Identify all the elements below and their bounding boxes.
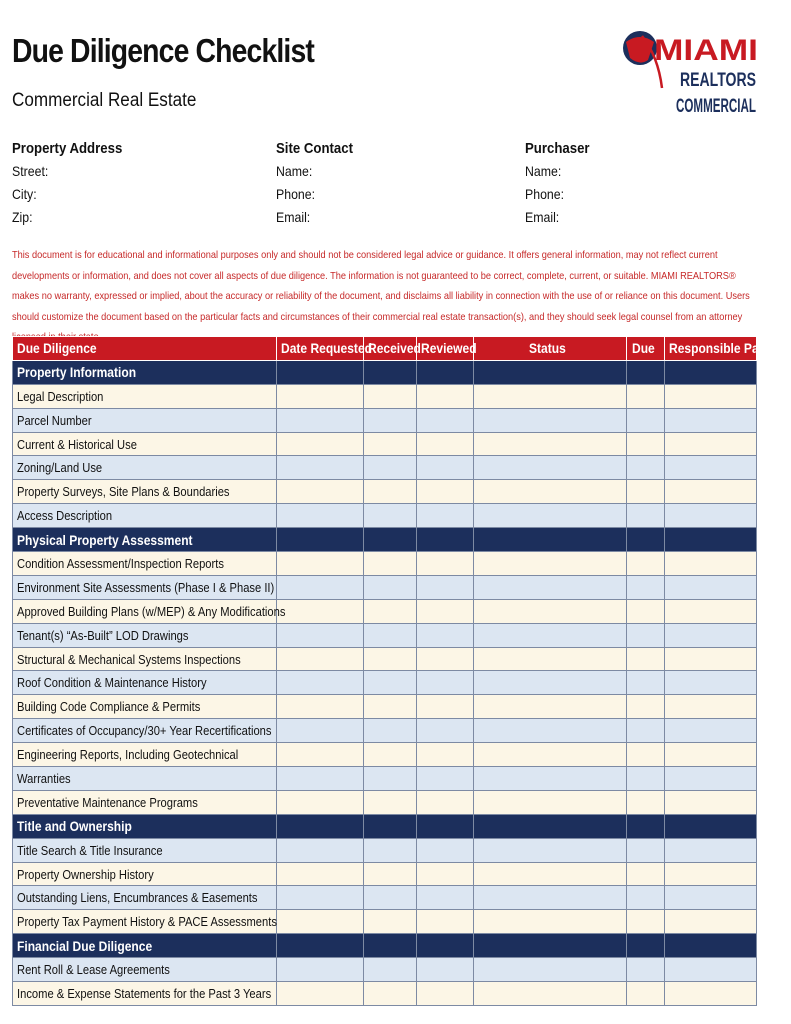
received-cell[interactable] [364,910,417,934]
received-cell[interactable] [364,671,417,695]
date-requested-cell[interactable] [277,599,364,623]
section-row [13,528,757,552]
due-cell[interactable] [627,838,665,862]
reviewed-cell[interactable] [417,504,474,528]
header-responsible-party: Responsible Party [665,337,757,361]
section-cell [417,528,474,552]
table-row [13,958,757,982]
zip-label: Zip: [12,209,33,225]
responsible-party-cell[interactable] [665,958,757,982]
header-due-diligence: Due Diligence [13,337,277,361]
section-cell [417,360,474,384]
reviewed-cell[interactable] [417,456,474,480]
responsible-party-cell[interactable] [665,910,757,934]
table-row [13,647,757,671]
section-cell [627,814,665,838]
responsible-party-cell[interactable] [665,504,757,528]
status-cell[interactable] [474,408,627,432]
table-row [13,910,757,934]
responsible-party-cell[interactable] [665,456,757,480]
reviewed-cell[interactable] [417,886,474,910]
item-label: Property Ownership History [13,862,277,886]
section-cell [627,528,665,552]
date-requested-cell[interactable] [277,384,364,408]
site-contact-heading: Site Contact [276,140,354,157]
due-cell[interactable] [627,958,665,982]
date-requested-cell[interactable] [277,982,364,1006]
due-cell[interactable] [627,384,665,408]
section-cell [665,814,757,838]
miami-realtors-logo [618,26,758,126]
logo-text-miami: MIAMI [654,34,758,67]
item-label: Current & Historical Use [13,432,277,456]
table-header-row [13,337,757,361]
date-requested-cell[interactable] [277,504,364,528]
header-date-requested: Date Requested [277,337,364,361]
item-label: Condition Assessment/Inspection Reports [13,552,277,576]
status-cell[interactable] [474,671,627,695]
due-cell[interactable] [627,647,665,671]
received-cell[interactable] [364,552,417,576]
responsible-party-cell[interactable] [665,623,757,647]
due-cell[interactable] [627,575,665,599]
section-title: Financial Due Diligence [13,934,277,958]
section-cell [417,934,474,958]
date-requested-cell[interactable] [277,408,364,432]
date-requested-cell[interactable] [277,886,364,910]
received-cell[interactable] [364,408,417,432]
section-title: Title and Ownership [13,814,277,838]
date-requested-cell[interactable] [277,432,364,456]
item-label: Zoning/Land Use [13,456,277,480]
item-label: Engineering Reports, Including Geotechnical [13,743,277,767]
section-cell [474,528,627,552]
item-label: Structural & Mechanical Systems Inspections [13,647,277,671]
item-label: Outstanding Liens, Encumbrances & Easements [13,886,277,910]
table-row [13,862,757,886]
status-cell[interactable] [474,384,627,408]
date-requested-cell[interactable] [277,767,364,791]
responsible-party-cell[interactable] [665,790,757,814]
status-cell[interactable] [474,838,627,862]
table-row [13,743,757,767]
section-cell [364,934,417,958]
reviewed-cell[interactable] [417,647,474,671]
item-label: Building Code Compliance & Permits [13,695,277,719]
received-cell[interactable] [364,886,417,910]
responsible-party-cell[interactable] [665,838,757,862]
reviewed-cell[interactable] [417,408,474,432]
table-row [13,599,757,623]
due-cell[interactable] [627,743,665,767]
section-row [13,934,757,958]
city-label: City: [12,186,37,202]
due-cell[interactable] [627,910,665,934]
table-row [13,456,757,480]
purchaser-name-label: Name: [525,163,562,179]
status-cell[interactable] [474,719,627,743]
status-cell[interactable] [474,790,627,814]
reviewed-cell[interactable] [417,958,474,982]
status-cell[interactable] [474,647,627,671]
reviewed-cell[interactable] [417,552,474,576]
status-cell[interactable] [474,743,627,767]
status-cell[interactable] [474,767,627,791]
responsible-party-cell[interactable] [665,982,757,1006]
table-row [13,719,757,743]
received-cell[interactable] [364,599,417,623]
section-cell [627,934,665,958]
received-cell[interactable] [364,982,417,1006]
reviewed-cell[interactable] [417,838,474,862]
purchaser-heading: Purchaser [525,140,590,157]
item-label: Warranties [13,767,277,791]
received-cell[interactable] [364,695,417,719]
due-cell[interactable] [627,767,665,791]
due-cell[interactable] [627,599,665,623]
disclaimer-text: This document is for educational and informational purposes only and should not be considered legal advice or guidance. It offers general information, may not reflect current developments or information, and does not cover all aspects of due diligence. The information is not guaranteed to be correct, complete, current, or suitable. MIAMI REALTORS® makes no warranty, expressed or implied, about the accuracy or reliability of the document, and disclaims all liability in connection with the use of or reliance on this document. Users should customize the document based on the particular facts and circumstances of their commercial real estate transaction(s), and they should seek legal counsel from an attorney [12,250,750,323]
received-cell[interactable] [364,958,417,982]
status-cell[interactable] [474,552,627,576]
header-reviewed: Reviewed [417,337,474,361]
reviewed-cell[interactable] [417,480,474,504]
site-email-label: Email: [276,209,311,225]
date-requested-cell[interactable] [277,552,364,576]
date-requested-cell[interactable] [277,862,364,886]
reviewed-cell[interactable] [417,910,474,934]
date-requested-cell[interactable] [277,838,364,862]
section-cell [665,360,757,384]
due-cell[interactable] [627,408,665,432]
item-label: Access Description [13,504,277,528]
due-cell[interactable] [627,790,665,814]
header-due: Due [627,337,665,361]
reviewed-cell[interactable] [417,671,474,695]
reviewed-cell[interactable] [417,743,474,767]
item-label: Environment Site Assessments (Phase I & Phase II) [13,575,277,599]
status-cell[interactable] [474,504,627,528]
item-label: Title Search & Title Insurance [13,838,277,862]
responsible-party-cell[interactable] [665,599,757,623]
item-label: Legal Description [13,384,277,408]
received-cell[interactable] [364,480,417,504]
reviewed-cell[interactable] [417,862,474,886]
reviewed-cell[interactable] [417,384,474,408]
date-requested-cell[interactable] [277,647,364,671]
table-row [13,575,757,599]
property-address-heading: Property Address [12,140,123,157]
table-row [13,671,757,695]
received-cell[interactable] [364,456,417,480]
responsible-party-cell[interactable] [665,647,757,671]
due-cell[interactable] [627,456,665,480]
responsible-party-cell[interactable] [665,671,757,695]
table-body [13,360,757,1005]
received-cell[interactable] [364,504,417,528]
date-requested-cell[interactable] [277,575,364,599]
due-cell[interactable] [627,552,665,576]
table-row [13,384,757,408]
date-requested-cell[interactable] [277,456,364,480]
table-row [13,552,757,576]
section-row [13,360,757,384]
status-cell[interactable] [474,910,627,934]
reviewed-cell[interactable] [417,599,474,623]
status-cell[interactable] [474,575,627,599]
section-cell [665,528,757,552]
date-requested-cell[interactable] [277,623,364,647]
site-contact-block [276,140,353,232]
reviewed-cell[interactable] [417,695,474,719]
section-cell [474,814,627,838]
reviewed-cell[interactable] [417,575,474,599]
date-requested-cell[interactable] [277,790,364,814]
property-address-block [12,140,122,232]
site-phone-label: Phone: [276,186,316,202]
table-row [13,623,757,647]
status-cell[interactable] [474,623,627,647]
responsible-party-cell[interactable] [665,719,757,743]
status-cell[interactable] [474,432,627,456]
table-row [13,886,757,910]
reviewed-cell[interactable] [417,432,474,456]
responsible-party-cell[interactable] [665,408,757,432]
responsible-party-cell[interactable] [665,575,757,599]
responsible-party-cell[interactable] [665,767,757,791]
table-row [13,982,757,1006]
received-cell[interactable] [364,719,417,743]
section-cell [627,360,665,384]
responsible-party-cell[interactable] [665,384,757,408]
table-row [13,504,757,528]
responsible-party-cell[interactable] [665,862,757,886]
section-cell [417,814,474,838]
responsible-party-cell[interactable] [665,432,757,456]
reviewed-cell[interactable] [417,982,474,1006]
page-title: Due Diligence Checklist [12,32,314,69]
section-cell [277,934,364,958]
status-cell[interactable] [474,886,627,910]
purchaser-phone-label: Phone: [525,186,565,202]
table-row [13,767,757,791]
due-cell[interactable] [627,695,665,719]
responsible-party-cell[interactable] [665,886,757,910]
purchaser-email-label: Email: [525,209,560,225]
item-label: Rent Roll & Lease Agreements [13,958,277,982]
header-status: Status [474,337,627,361]
section-cell [474,934,627,958]
received-cell[interactable] [364,767,417,791]
status-cell[interactable] [474,958,627,982]
received-cell[interactable] [364,862,417,886]
due-cell[interactable] [627,432,665,456]
section-cell [364,528,417,552]
section-cell [277,814,364,838]
received-cell[interactable] [364,384,417,408]
table-row [13,480,757,504]
due-cell[interactable] [627,886,665,910]
street-label: Street: [12,163,49,179]
status-cell[interactable] [474,862,627,886]
section-cell [665,934,757,958]
table-row [13,432,757,456]
due-diligence-table [12,336,775,1006]
item-label: Tenant(s) “As-Built” LOD Drawings [13,623,277,647]
section-cell [474,360,627,384]
item-label: Roof Condition & Maintenance History [13,671,277,695]
received-cell[interactable] [364,575,417,599]
received-cell[interactable] [364,838,417,862]
received-cell[interactable] [364,790,417,814]
reviewed-cell[interactable] [417,790,474,814]
section-row [13,814,757,838]
logo-text-realtors: REALTORS [680,70,756,91]
date-requested-cell[interactable] [277,719,364,743]
status-cell[interactable] [474,695,627,719]
received-cell[interactable] [364,647,417,671]
table-row [13,695,757,719]
page-subtitle: Commercial Real Estate [12,90,197,111]
section-cell [364,814,417,838]
due-cell[interactable] [627,671,665,695]
received-cell[interactable] [364,743,417,767]
section-cell [364,360,417,384]
received-cell[interactable] [364,623,417,647]
responsible-party-cell[interactable] [665,480,757,504]
date-requested-cell[interactable] [277,910,364,934]
date-requested-cell[interactable] [277,695,364,719]
status-cell[interactable] [474,982,627,1006]
due-cell[interactable] [627,504,665,528]
date-requested-cell[interactable] [277,480,364,504]
status-cell[interactable] [474,599,627,623]
section-cell [277,360,364,384]
item-label: Certificates of Occupancy/30+ Year Recertifications [13,719,277,743]
due-cell[interactable] [627,480,665,504]
date-requested-cell[interactable] [277,958,364,982]
due-cell[interactable] [627,982,665,1006]
status-cell[interactable] [474,456,627,480]
table-row [13,408,757,432]
due-cell[interactable] [627,719,665,743]
reviewed-cell[interactable] [417,767,474,791]
responsible-party-cell[interactable] [665,695,757,719]
header-received: Received [364,337,417,361]
due-cell[interactable] [627,862,665,886]
table-row [13,790,757,814]
item-label: Property Surveys, Site Plans & Boundaries [13,480,277,504]
received-cell[interactable] [364,432,417,456]
item-label: Preventative Maintenance Programs [13,790,277,814]
purchaser-block [525,140,590,232]
section-cell [277,528,364,552]
item-label: Parcel Number [13,408,277,432]
site-name-label: Name: [276,163,313,179]
section-title: Property Information [13,360,277,384]
item-label: Property Tax Payment History & PACE Assessments [13,910,277,934]
item-label: Approved Building Plans (w/MEP) & Any Modifications [13,599,277,623]
responsible-party-cell[interactable] [665,552,757,576]
date-requested-cell[interactable] [277,671,364,695]
due-cell[interactable] [627,623,665,647]
item-label: Income & Expense Statements for the Past 3 Years [13,982,277,1006]
reviewed-cell[interactable] [417,623,474,647]
reviewed-cell[interactable] [417,719,474,743]
status-cell[interactable] [474,480,627,504]
section-title: Physical Property Assessment [13,528,277,552]
logo-text-commercial: COMMERCIAL [676,96,757,117]
date-requested-cell[interactable] [277,743,364,767]
responsible-party-cell[interactable] [665,743,757,767]
table-row [13,838,757,862]
